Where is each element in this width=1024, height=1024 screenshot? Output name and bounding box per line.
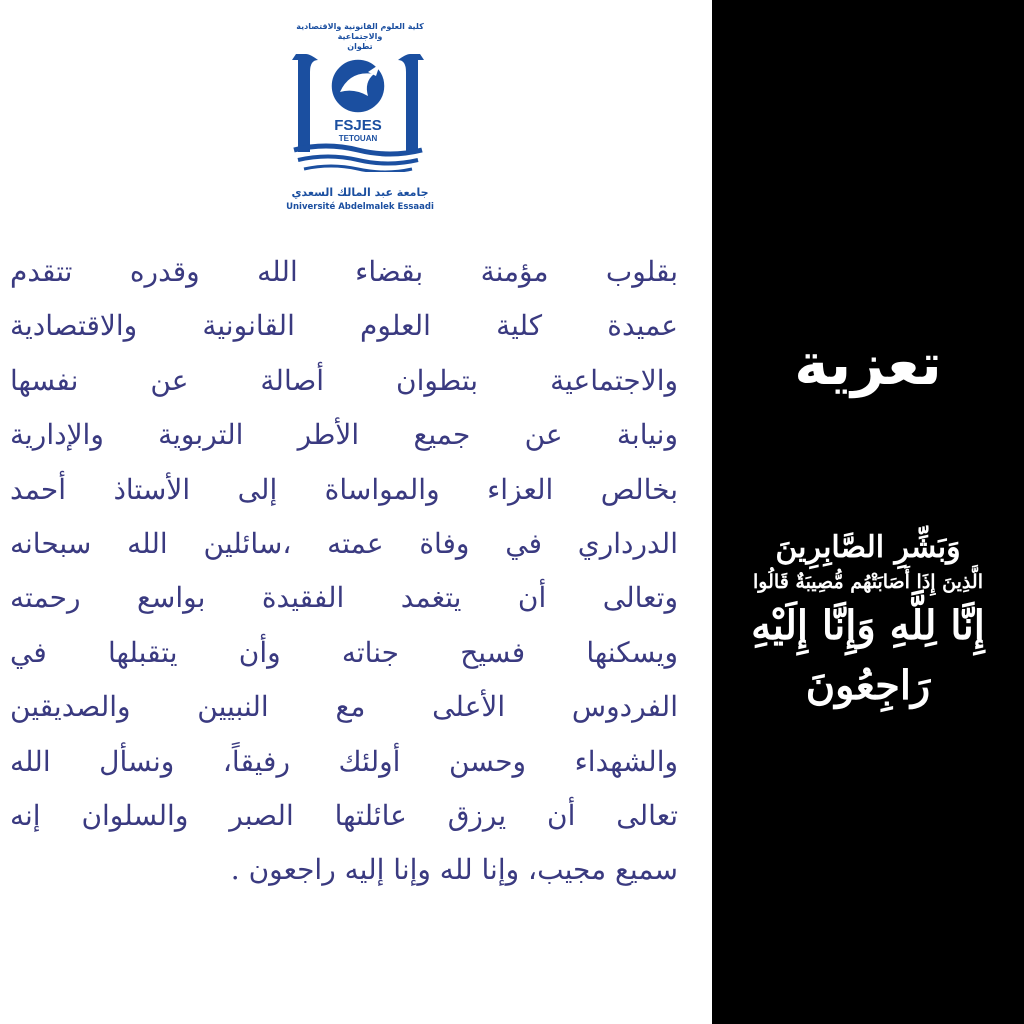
logo-faculty-line2: تطوان bbox=[347, 42, 373, 51]
message-line: تعالى أن يرزق عائلتها الصبر والسلوان إنه bbox=[10, 798, 678, 832]
message-line: بقلوب مؤمنة بقضاء الله وقدره تتقدم bbox=[10, 255, 678, 288]
condolence-message bbox=[10, 245, 678, 898]
message-line: الفردوس الأعلى مع النبيين والصديقين bbox=[10, 690, 678, 724]
logo-university-fr: Université Abdelmalek Essaadi bbox=[286, 202, 434, 212]
logo-emblem-icon bbox=[288, 52, 428, 172]
verse-line2: الَّذِينَ إِذَا أَصَابَتْهُم مُّصِيبَةٌ قَالُوا bbox=[753, 571, 983, 593]
message-line: ونيابة عن جميع الأطر التربوية والإدارية bbox=[10, 418, 678, 452]
message-line: سميع مجيب، وإنا لله وإنا إليه راجعون . bbox=[230, 853, 678, 887]
condolence-title: تعزية bbox=[794, 330, 942, 398]
message-line: بخالص العزاء والمواساة إلى الأستاذ أحمد bbox=[10, 472, 678, 506]
message-line: والشهداء وحسن أولئك رفيقاً، ونسأل الله bbox=[10, 744, 678, 778]
logo-university-ar: جامعة عبد المالك السعدي bbox=[291, 186, 429, 199]
logo-abbr: FSJES bbox=[334, 117, 382, 134]
logo-faculty-line1: كلية العلوم القانونية والاقتصادية والاجتماعية bbox=[296, 22, 424, 41]
condolence-side-panel bbox=[712, 0, 1024, 1024]
logo-city: TETOUAN bbox=[338, 134, 378, 143]
logo-faculty-name bbox=[280, 22, 440, 52]
message-line: عميدة كلية العلوم القانونية والاقتصادية bbox=[10, 309, 678, 343]
message-line: والاجتماعية بتطوان أصالة عن نفسها bbox=[10, 363, 678, 397]
message-line: الدرداري في وفاة عمته ،سائلين الله سبحانه bbox=[10, 526, 678, 560]
message-line: وتعالى أن يتغمد الفقيدة بواسع رحمته bbox=[10, 581, 678, 615]
verse-line3: إِنَّا لِلَّهِ وَإِنَّا إِلَيْهِ رَاجِعُونَ bbox=[751, 602, 985, 709]
quran-verse bbox=[722, 528, 1014, 716]
verse-line1: وَبَشِّرِ الصَّابِرِينَ bbox=[775, 530, 961, 565]
fsjes-logo bbox=[280, 22, 440, 222]
message-line: ويسكنها فسيح جناته وأن يتقبلها في bbox=[10, 635, 678, 669]
